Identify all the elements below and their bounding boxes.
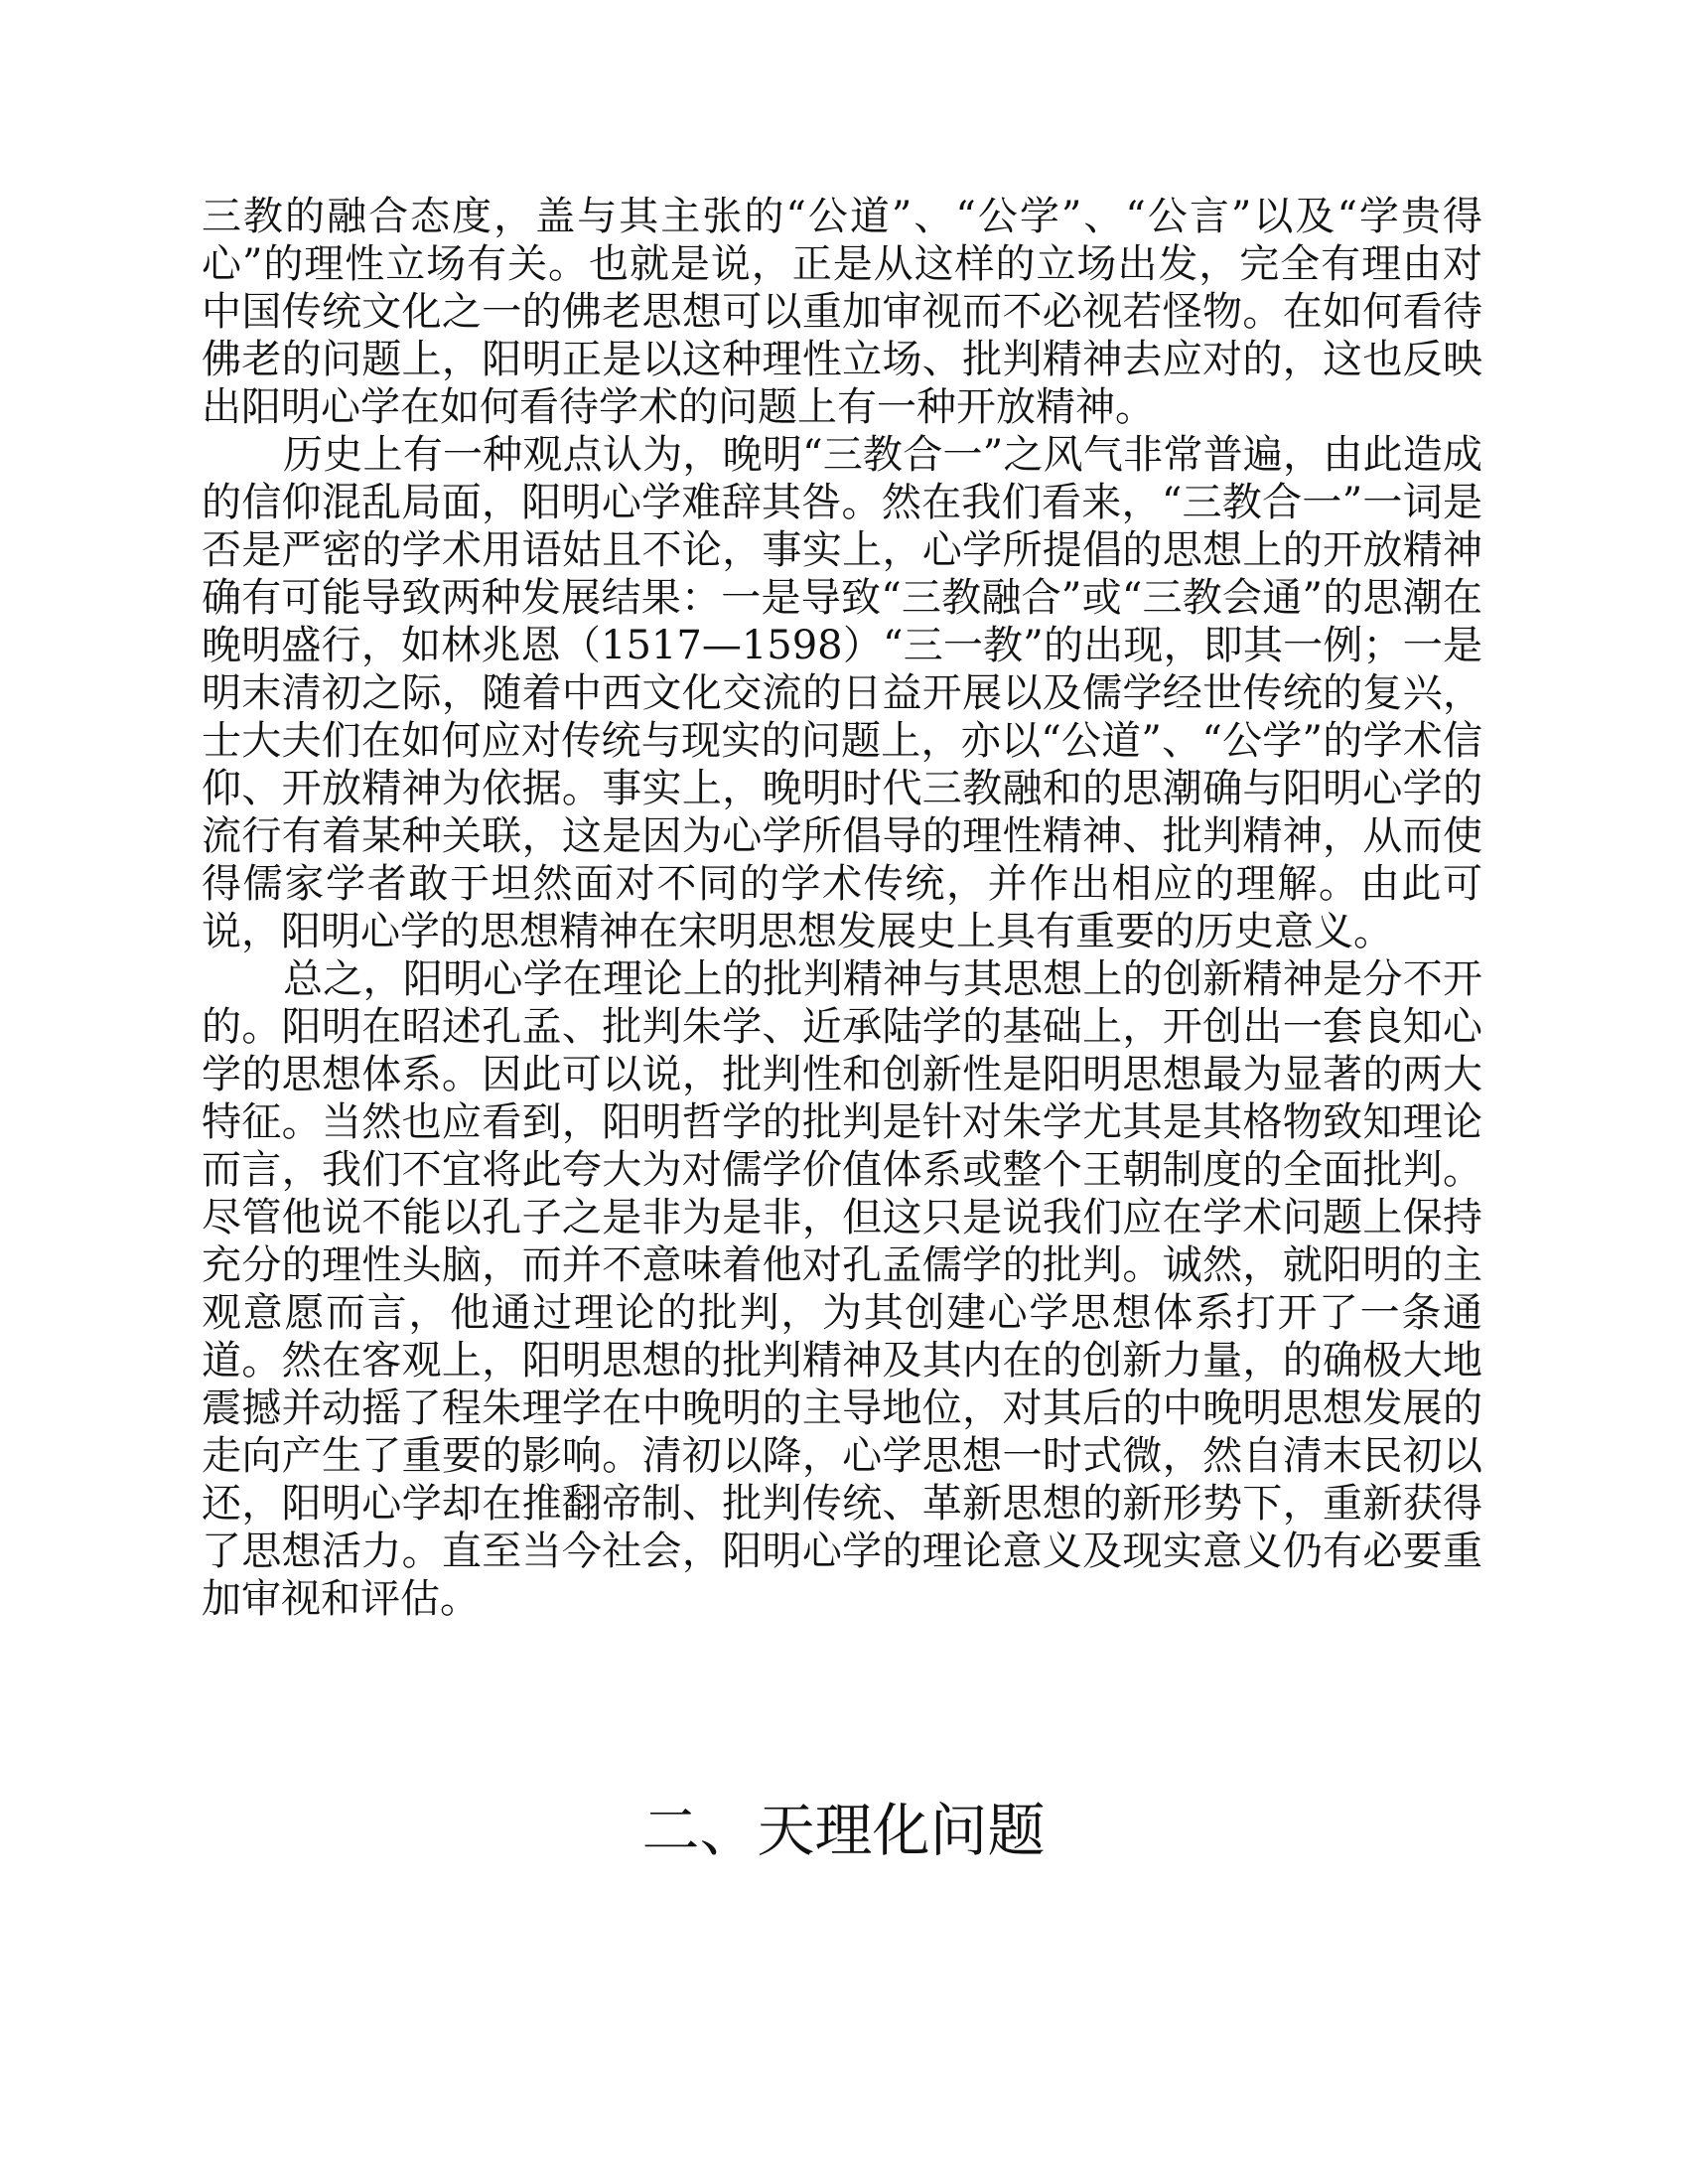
body-text bbox=[202, 193, 1482, 1623]
paragraph-3: 总之，阳明心学在理论上的批判精神与其思想上的创新精神是分不开的。阳明在昭述孔孟、批判朱学、近承陆学的基础上，开创出一套良知心学的思想体系。因此可以说，批判性和创新性是阳明思想最为显著的两大特征。当然也应看到，阳明哲学的批判是针对朱学尤其是其格物致知理论而言，我们不宜将此夸大为对儒学价值体系或整个王朝制度的全面批判。尽管他说不能以孔子之是非为是非，但这只是说我们应在学术问题上保持充分的理性头脑，而并不意味着他对孔孟儒学的批判。诚然，就阳明的主观意愿而言，他通过理论的批判，为其创建心学思想体系打开了一条通道。然在客观上，阳明思想的批判精神及其内在的创新力量，的确极大地震撼并动摇了程朱理学在中晚明的主导地位，对其后的中晚明思想发展的走向产生了重要的影响。清初以降，心学思想一时式微，然自清末民初以还，阳明心学却在推翻帝制、批判传统、革新思想的新形势下，重新获得了思想活力。直至当今社会，阳明心学的理论意义及现实意义仍有必要重加审视和评估。 bbox=[202, 956, 1482, 1622]
paragraph-2: 历史上有一种观点认为，晚明“三教合一”之风气非常普遍，由此造成的信仰混乱局面，阳明心学难辞其咎。然在我们看来，“三教合一”一词是否是严密的学术用语姑且不论，事实上，心学所提倡的思想上的开放精神确有可能导致两种发展结果：一是导致“三教融合”或“三教会通”的思潮在晚明盛行，如林兆恩（1517—1598）“三一教”的出现，即其一例；一是明末清初之际，随着中西文化交流的日益开展以及儒学经世传统的复兴，士大夫们在如何应对传统与现实的问题上，亦以“公道”、“公学”的学术信仰、开放精神为依据。事实上，晚明时代三教融和的思潮确与阳明心学的流行有着某种关联，这是因为心学所倡导的理性精神、批判精神，从而使得儒家学者敢于坦然面对不同的学术传统，并作出相应的理解。由此可说，阳明心学的思想精神在宋明思想发展史上具有重要的历史意义。 bbox=[202, 432, 1482, 954]
section-heading: 二、天理化问题 bbox=[641, 1797, 1046, 1864]
paragraph-1: 三教的融合态度，盖与其主张的“公道”、“公学”、“公言”以及“学贵得心”的理性立场有关。也就是说，正是从这样的立场出发，完全有理由对中国传统文化之一的佛老思想可以重加审视而不必视若怪物。在如何看待佛老的问题上，阳明正是以这种理性立场、批判精神去应对的，这也反映出阳明心学在如何看待学术的问题上有一种开放精神。 bbox=[202, 194, 1482, 430]
